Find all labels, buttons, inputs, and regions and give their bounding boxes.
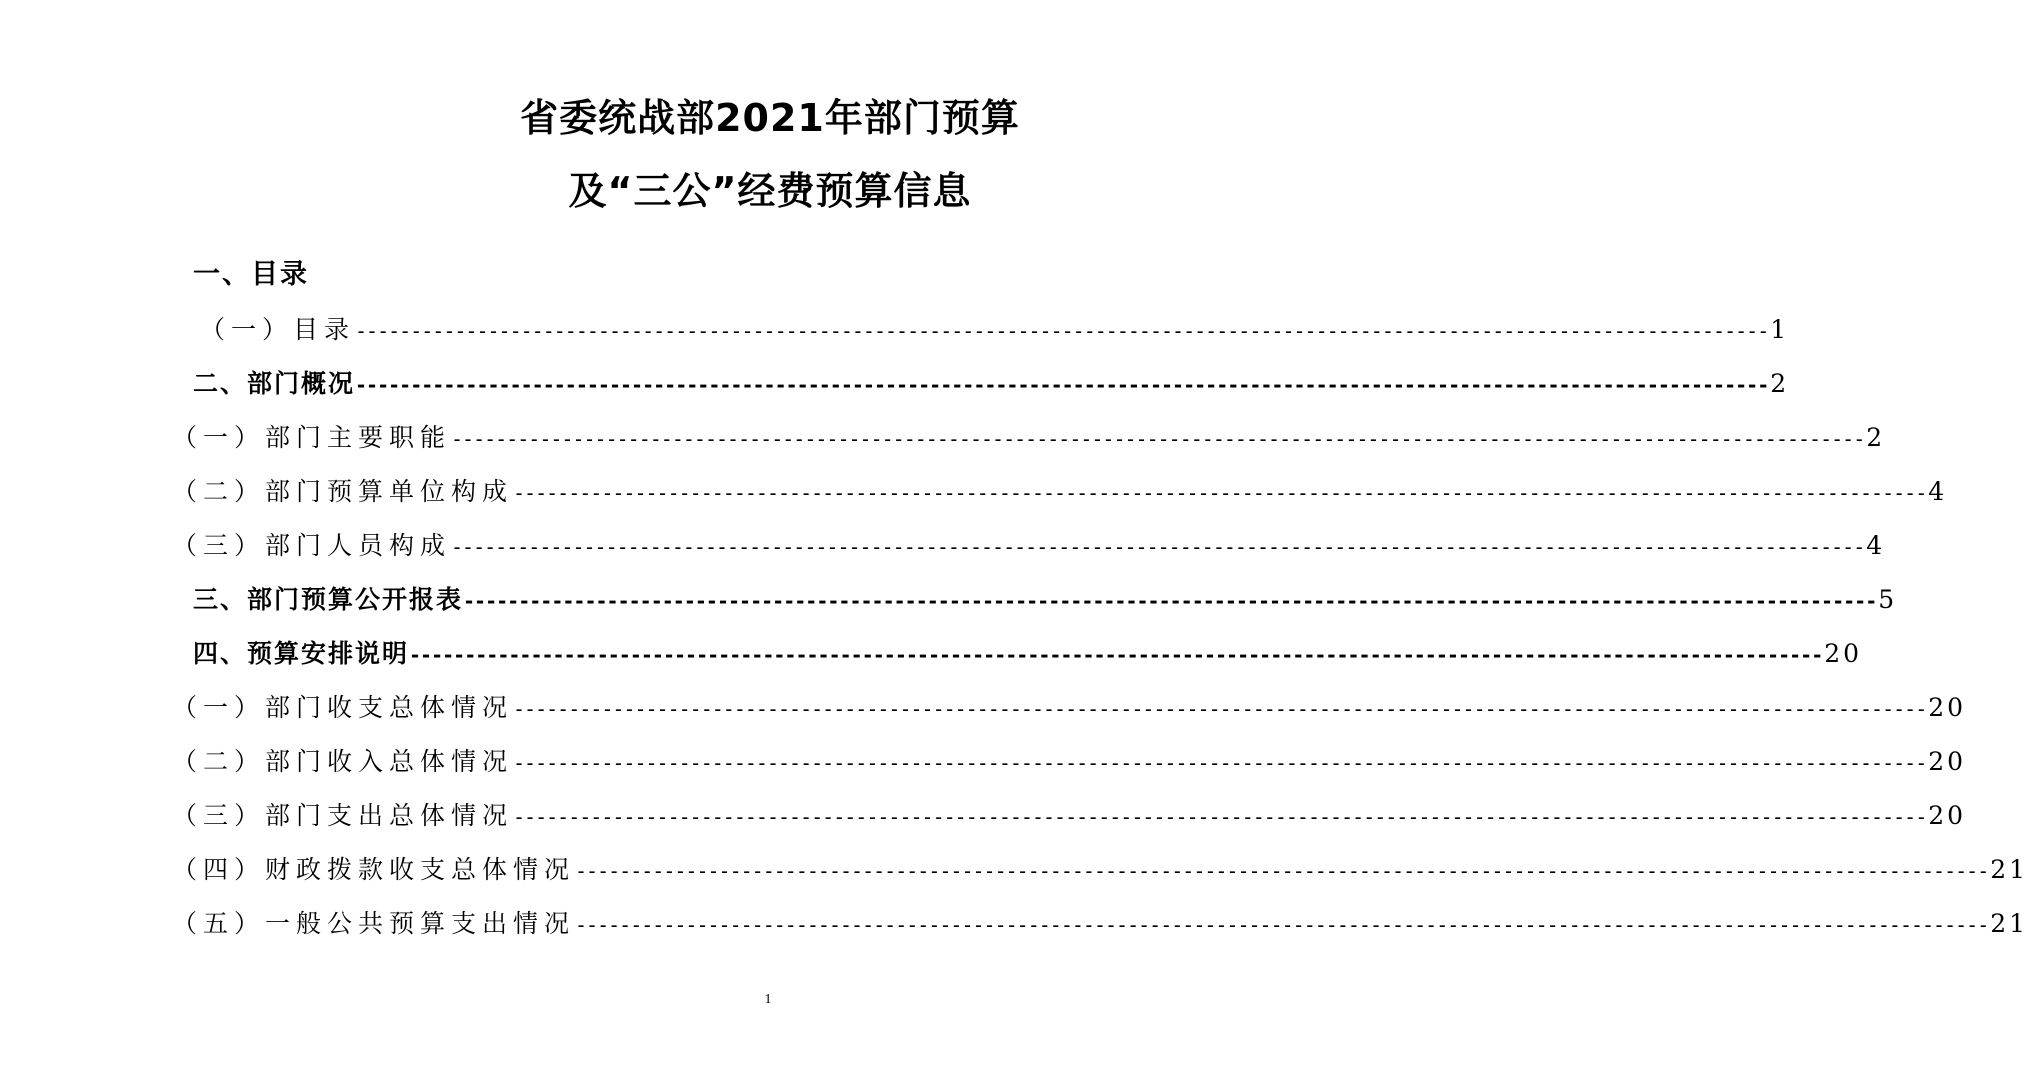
- toc-entry[interactable]: [172, 528, 1886, 564]
- toc-entry[interactable]: [172, 906, 2028, 942]
- toc-entry-label: （二）部门预算单位构成: [172, 477, 514, 506]
- toc-entry-page: 20: [1928, 801, 1967, 830]
- page-number: 1: [764, 992, 772, 1007]
- toc-entry[interactable]: [172, 690, 1967, 726]
- toc-entry-page: 20: [1928, 747, 1967, 776]
- toc-entry-page: 21: [1990, 855, 2028, 884]
- toc-entry[interactable]: [193, 366, 1790, 402]
- toc-entry-page: 21: [1990, 909, 2028, 938]
- toc-entry-leader: --------------------------------------------------------------------------------------------------------------------------------: [355, 373, 1769, 397]
- toc-entry-label: （三）部门人员构成: [172, 531, 452, 560]
- toc-entry-label: 二、部门概况: [193, 369, 356, 398]
- toc-entry-leader: --------------------------------------------------------------------------------------------------------------------------------: [575, 913, 1989, 937]
- toc-entry-leader: --------------------------------------------------------------------------------------------------------------------------------: [513, 805, 1927, 829]
- toc-entry[interactable]: [193, 582, 1898, 618]
- toc-entry-leader: --------------------------------------------------------------------------------------------------------------------------------: [513, 481, 1927, 505]
- toc-entry-page: 5: [1878, 585, 1898, 614]
- toc-entry-leader: --------------------------------------------------------------------------------------------------------------------------------: [451, 427, 1865, 451]
- toc-entry-page: 4: [1928, 477, 1948, 506]
- toc-entry-page: 2: [1770, 369, 1790, 398]
- toc-entry-label: （五）一般公共预算支出情况: [172, 909, 576, 938]
- toc-entry-page: 20: [1824, 639, 1863, 668]
- toc-entry-page: 20: [1928, 693, 1967, 722]
- toc-entry-label: （四）财政拨款收支总体情况: [172, 855, 576, 884]
- toc-entry-leader: --------------------------------------------------------------------------------------------------------------------------------: [355, 319, 1769, 343]
- toc-entry-leader: --------------------------------------------------------------------------------------------------------------------------------: [513, 751, 1927, 775]
- document-title-line-1: 省委统战部2021年部门预算: [520, 96, 1020, 140]
- toc-entry-label: （一）部门收支总体情况: [172, 693, 514, 722]
- toc-entry-leader: --------------------------------------------------------------------------------------------------------------------------------: [463, 589, 1877, 613]
- toc-entry-label: （二）部门收入总体情况: [172, 747, 514, 776]
- toc-entry-label: （三）部门支出总体情况: [172, 801, 514, 830]
- toc-entry[interactable]: [172, 420, 1886, 456]
- toc-entry-leader: --------------------------------------------------------------------------------------------------------------------------------: [409, 643, 1823, 667]
- toc-entry-page: 4: [1866, 531, 1886, 560]
- toc-entry-page: 1: [1770, 315, 1790, 344]
- toc-entry[interactable]: [200, 312, 1790, 348]
- section-heading-contents: 一、目录: [193, 259, 309, 290]
- toc-entry[interactable]: [172, 798, 1967, 834]
- toc-entry[interactable]: [172, 744, 1967, 780]
- toc-entry-label: （一）目录: [200, 315, 356, 344]
- toc-entry[interactable]: [172, 852, 2028, 888]
- toc-entry-page: 2: [1866, 423, 1886, 452]
- toc-entry-leader: --------------------------------------------------------------------------------------------------------------------------------: [513, 697, 1927, 721]
- toc-entry-label: （一）部门主要职能: [172, 423, 452, 452]
- document-title-line-2: 及“三公”经费预算信息: [568, 169, 972, 213]
- toc-entry-label: 三、部门预算公开报表: [193, 585, 464, 614]
- toc-entry-leader: --------------------------------------------------------------------------------------------------------------------------------: [575, 859, 1989, 883]
- toc-entry[interactable]: [193, 636, 1863, 672]
- toc-entry-label: 四、预算安排说明: [193, 639, 410, 668]
- toc-entry[interactable]: [172, 474, 1948, 510]
- toc-entry-leader: --------------------------------------------------------------------------------------------------------------------------------: [451, 535, 1865, 559]
